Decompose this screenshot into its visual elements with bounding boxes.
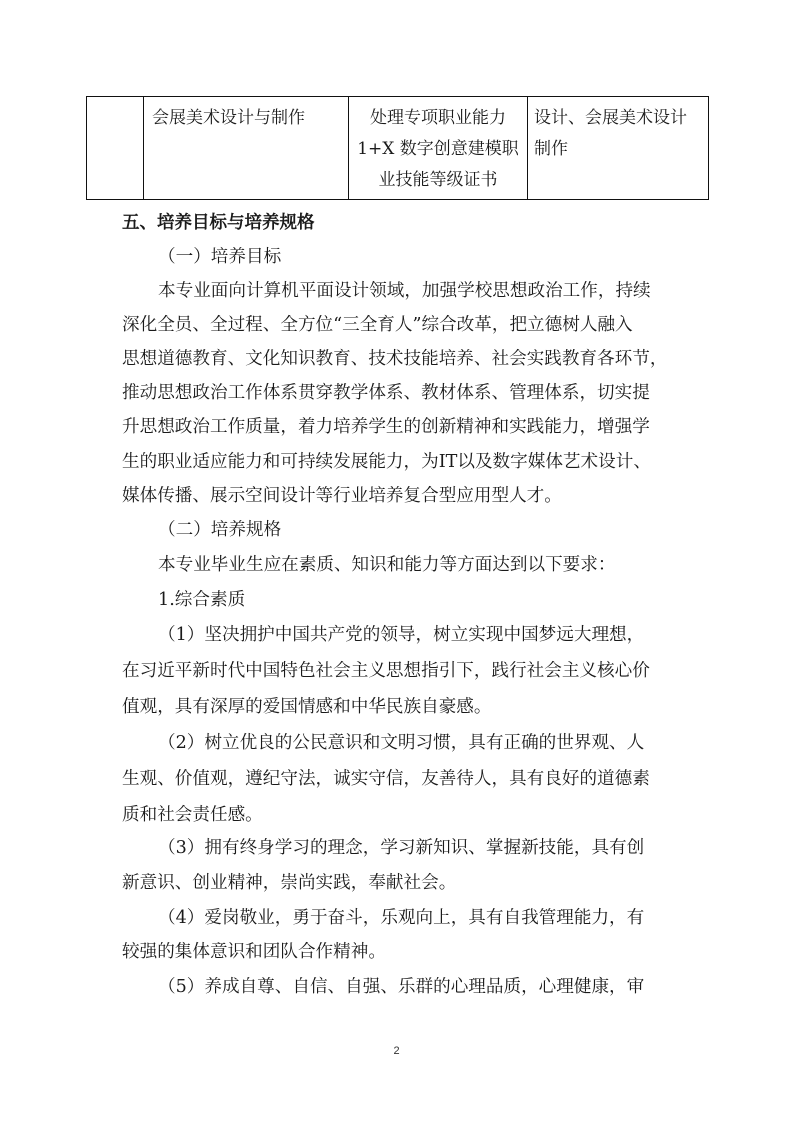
table-cell-direction	[144, 97, 349, 200]
cell-text-line: 业技能等级证书	[378, 170, 498, 190]
paragraph-line: （4）爱岗敬业，勇于奋斗，乐观向上，具有自我管理能力，有	[158, 908, 645, 928]
program-table-fragment	[86, 96, 709, 200]
paragraph-line: 推动思想政治工作体系贯穿教学体系、教材体系、管理体系，切实提	[122, 383, 650, 403]
paragraph-line: 较强的集体意识和团队合作精神。	[122, 942, 386, 962]
paragraph-line: 思想道德教育、文化知识教育、技术技能培养、社会实践教育各环节，	[122, 349, 668, 369]
table-cell-empty	[87, 97, 144, 200]
paragraph-line: （1）坚决拥护中国共产党的领导，树立实现中国梦远大理想，	[158, 625, 645, 645]
section-heading: 五、培养目标与培养规格	[122, 213, 315, 233]
paragraph-line: 在习近平新时代中国特色社会主义思想指引下，践行社会主义核心价	[122, 661, 650, 681]
paragraph-line: 深化全员、全过程、全方位“三全育人”综合改革，把立德树人融入	[122, 315, 633, 335]
cell-text-line: 制作	[534, 139, 568, 159]
paragraph-line: 升思想政治工作质量，着力培养学生的创新精神和实践能力，增强学	[122, 417, 650, 437]
paragraph-line: （3）拥有终身学习的理念，学习新知识、掌握新技能，具有创	[158, 838, 645, 858]
cell-text-line: 处理专项职业能力	[370, 108, 506, 128]
item-title: 1.综合素质	[158, 590, 246, 610]
cell-text-line: 1+X 数字创意建模职	[357, 139, 519, 159]
paragraph-line: 生的职业适应能力和可持续发展能力，为IT以及数字媒体艺术设计、	[122, 452, 651, 472]
paragraph-line: 媒体传播、展示空间设计等行业培养复合型应用型人才。	[122, 486, 562, 506]
paragraph-line: 值观，具有深厚的爱国情感和中华民族自豪感。	[122, 697, 492, 717]
subsection-title-goals: （一）培养目标	[158, 247, 282, 267]
cell-text-line: 会展美术设计与制作	[152, 108, 305, 128]
paragraph-line: 本专业面向计算机平面设计领域，加强学校思想政治工作，持续	[158, 281, 651, 301]
table-cell-certificates	[349, 97, 528, 200]
paragraph-line: （2）树立优良的公民意识和文明习惯，具有正确的世界观、人	[158, 733, 645, 753]
paragraph-line: 本专业毕业生应在素质、知识和能力等方面达到以下要求：	[158, 555, 616, 575]
table-row	[87, 97, 709, 200]
paragraph-line: 生观、价值观，遵纪守法，诚实守信，友善待人，具有良好的道德素	[122, 769, 650, 789]
cell-text-line: 设计、会展美术设计	[534, 108, 687, 128]
paragraph-line: 质和社会责任感。	[122, 805, 263, 825]
paragraph-line: 新意识、创业精神，崇尚实践，奉献社会。	[122, 873, 457, 893]
table-cell-positions	[528, 97, 709, 200]
paragraph-line: （5）养成自尊、自信、自强、乐群的心理品质，心理健康，审	[158, 977, 645, 997]
page-number: 2	[393, 1045, 400, 1057]
subsection-title-specs: （二）培养规格	[158, 520, 282, 540]
